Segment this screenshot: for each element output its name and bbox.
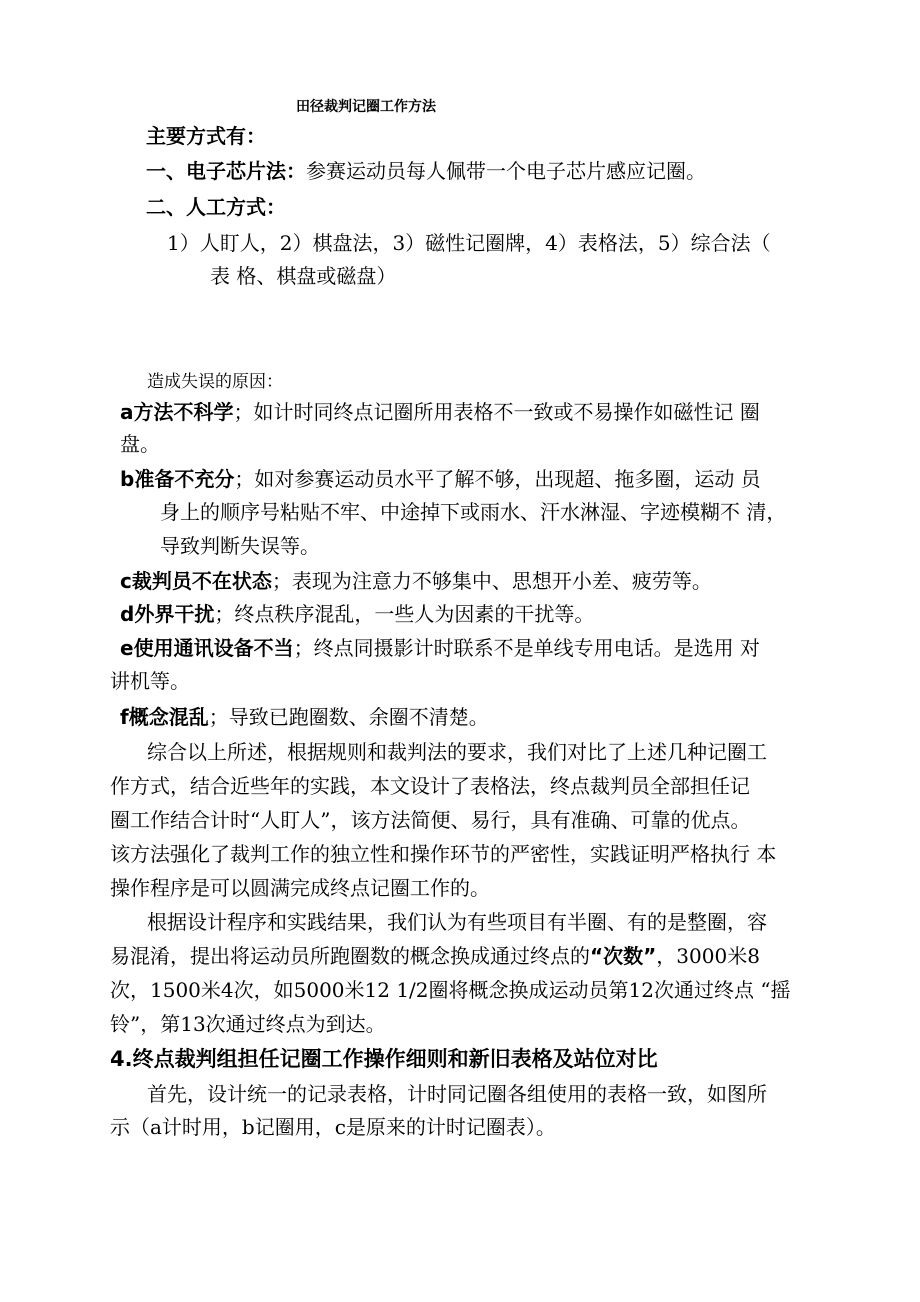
paragraph-2-line-4: 铃”，第13次通过终点为到达。 [110,1012,386,1036]
paragraph-2-line-2c: ，3000米8 [656,944,760,968]
paragraph-2-line-1: 根据设计程序和实践结果，我们认为有些项目有半圈、有的是整圈，容 [147,910,767,934]
paragraph-3-line-2: 示（a计时用，b记圈用，c是原来的计时记圈表）。 [110,1115,556,1139]
error-a-label: a方法不科学 [120,400,234,424]
error-f [120,703,489,731]
error-b-line-1 [120,465,761,493]
section-4-heading: 4.终点裁判组担任记圈工作操作细则和新旧表格及站位对比 [110,1047,658,1071]
method-2-list-line-2: 表 格、棋盘或磁盘） [210,264,397,288]
methods-heading: 主要方式有： [146,124,266,148]
paragraph-1-line-5: 操作程序是可以圆满完成终点记圈工作的。 [110,876,490,900]
paragraph-3-line-1: 首先，设计统一的记录表格，计时同记圈各组使用的表格一致，如图所 [147,1082,767,1106]
paragraph-2-line-2 [110,942,760,970]
error-f-label: f概念混乱 [120,705,209,729]
paragraph-2-line-3: 次，1500米4次，如5000米12 1/2圈将概念换成运动员第12次通过终点 “摇 [110,978,791,1002]
method-1-text: 参赛运动员每人佩带一个电子芯片感应记圈。 [306,159,706,183]
error-c [120,567,712,595]
error-d [120,600,594,628]
error-d-text: ；终点秩序混乱，一些人为因素的干扰等。 [214,602,595,626]
error-e-label: e使用通讯设备不当 [120,636,294,660]
method-1 [146,157,706,185]
paragraph-1-line-4: 该方法强化了裁判工作的独立性和操作环节的严密性，实践证明严格执行 本 [110,842,777,866]
error-b-line-2: 身上的顺序号粘贴不牢、中途掉下或雨水、汗水淋湿、字迹模糊不 清， [160,500,787,524]
errors-heading: 造成失误的原因： [147,372,283,392]
error-a-line-2: 盘。 [120,432,160,456]
error-f-text: ；导致已跑圈数、余圈不清楚。 [208,705,489,729]
error-b-text: ；如对参赛运动员水平了解不够，出现超、拖多圈，运动 员 [234,467,761,491]
times-term: “次数” [590,944,657,968]
error-a-text: ；如计时同终点记圈所用表格不一致或不易操作如磁性记 圈 [233,400,760,424]
paragraph-1-line-3: 圈工作结合计时“人盯人”，该方法简便、易行，具有准确、可靠的优点。 [110,808,751,832]
error-a-line-1 [120,398,760,426]
paragraph-1-line-1: 综合以上所述，根据规则和裁判法的要求，我们对比了上述几种记圈工 [147,740,767,764]
paragraph-1-line-2: 作方式，结合近些年的实践，本文设计了表格法，终点裁判员全部担任记 [110,774,750,798]
page-title: 田径裁判记圈工作方法 [296,99,436,115]
error-b-line-3: 导致判断失误等。 [160,534,320,558]
method-2-label: 二、人工方式： [146,195,286,219]
method-2-list-line-1: 1）人盯人，2）棋盘法，3）磁性记圈牌，4）表格法，5）综合法（ [167,231,771,255]
error-e-line-2: 讲机等。 [110,669,190,693]
error-e-text: ；终点同摄影计时联系不是单线专用电话。是选用 对 [293,636,760,660]
error-c-label: c裁判员不在状态 [120,569,272,593]
error-b-label: b准备不充分 [120,467,235,491]
method-1-label: 一、电子芯片法： [146,159,306,183]
error-e-line-1 [120,634,760,662]
paragraph-2-line-2a: 易混淆，提出将运动员所跑圈数的概念换成通过终点的 [110,944,590,968]
error-c-text: ；表现为注意力不够集中、思想开小差、疲劳等。 [271,569,712,593]
error-d-label: d外界干扰 [120,602,215,626]
